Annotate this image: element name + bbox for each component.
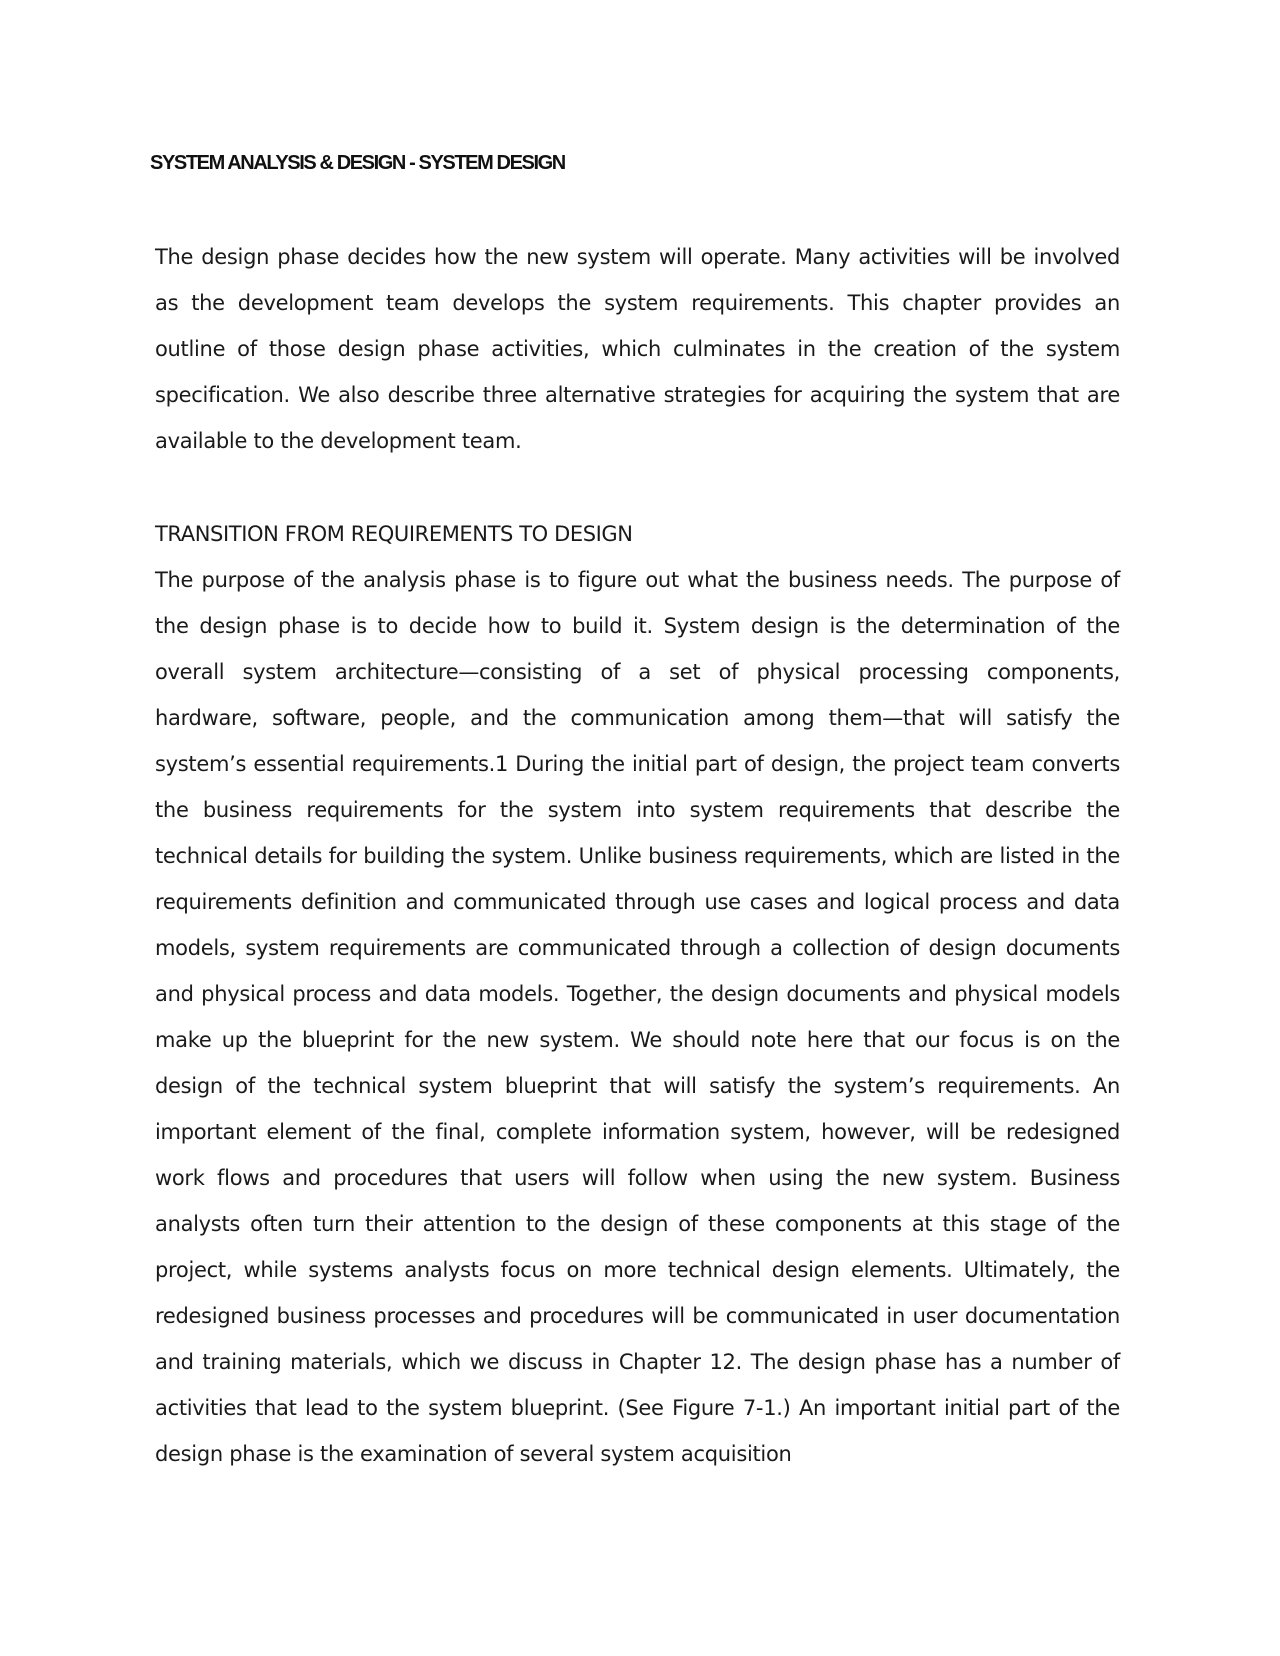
transition-paragraph: The purpose of the analysis phase is to figure out what the business needs. The purpose of the design phase is to decide how to build it. System design is the determination of the overall system architecture—consisting of a set of physical processing components, hardware, software, people, and the communication among them—that will satisfy the system’s essential requirements.1 During the initial part of design, the project team converts the business requirements for the system into system requirements that describe the technical details for building the system. Unlike business requirements, which are listed in the requirements definition and communicated through use cases and logical process and data models, system requirements are communicated through a collection of design documents and physical process and data models. Together, the design documents and physical models make up the blueprint for the new system. We should note here that our focus is on the design of the technical system blueprint that will satisfy the system’s requirements. An important element of the final, complete information system, however, will be redesigned work flows and procedures that users will follow when using the new system. Business analysts often turn their attention to the design of these components at this stage of the project, while systems analysts focus on more technical design elements. Ultimately, the redesigned business processes and procedures will be communicated in user documentation and training materials, which we discuss in Chapter 12. The design phase has a number of activities that lead to the system blueprint. (See Figure 7-1.) An important initial part of the design phase is the examination of several system acquisition [155,568,1120,1466]
section-heading: TRANSITION FROM REQUIREMENTS TO DESIGN [155,522,633,546]
document-title: SYSTEM ANALYSIS & DESIGN - SYSTEM DESIGN [150,152,565,174]
intro-paragraph: The design phase decides how the new system will operate. Many activities will be involved as the development team develops the system requirements. This chapter provides an outline of those design phase activities, which culminates in the creation of the system specification. We also describe three alternative strategies for acquiring the system that are available to the development team. [155,245,1120,453]
